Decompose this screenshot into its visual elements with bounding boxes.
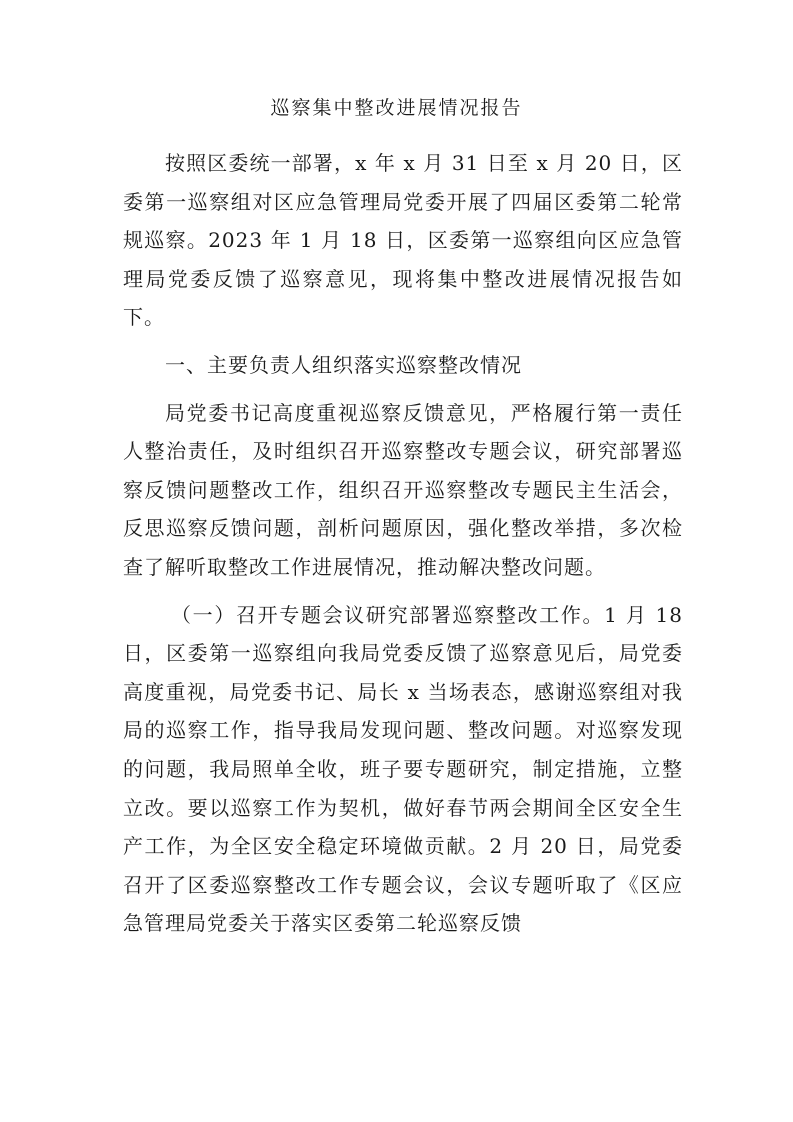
- document-body: [123, 144, 683, 952]
- section-heading-1: 一、主要负责人组织落实巡察整改情况: [165, 352, 522, 377]
- paragraph-subsection-1: （一）召开专题会议研究部署巡察整改工作。1 月 18 日，区委第一巡察组向我局党委反馈了巡察意见后，局党委高度重视，局党委书记、局长 x 当场表态，感谢巡察组对我局的巡察工作，指导我局发现问题、整改问题。对巡察发现的问题，我局照单全收，班子要专题研究，制定措施，立整立改。要以巡察工作为契机，做好春节两会期间全区安全生产工作，为全区安全稳定环境做贡献。2 月 20 日，局党委召开了区委巡察整改工作专题会议，会议专题听取了《区应急管理局党委关于落实区委第二轮巡察反馈: [123, 602, 683, 936]
- document-title: 巡察集中整改进展情况报告: [270, 97, 523, 119]
- paragraph-section-1: 局党委书记高度重视巡察反馈意见，严格履行第一责任人整治责任，及时组织召开巡察整改专题会议，研究部署巡察反馈问题整改工作，组织召开巡察整改专题民主生活会，反思巡察反馈问题，剖析问题原因，强化整改举措，多次检查了解听取整改工作进展情况，推动解决整改问题。: [123, 400, 683, 579]
- paragraph-intro: 按照区委统一部署，x 年 x 月 31 日至 x 月 20 日，区委第一巡察组对区应急管理局党委开展了四届区委第二轮常规巡察。2023 年 1 月 18 日，区委第一巡察组向区应急管理局党委反馈了巡察意见，现将集中整改进展情况报告如下。: [123, 151, 683, 330]
